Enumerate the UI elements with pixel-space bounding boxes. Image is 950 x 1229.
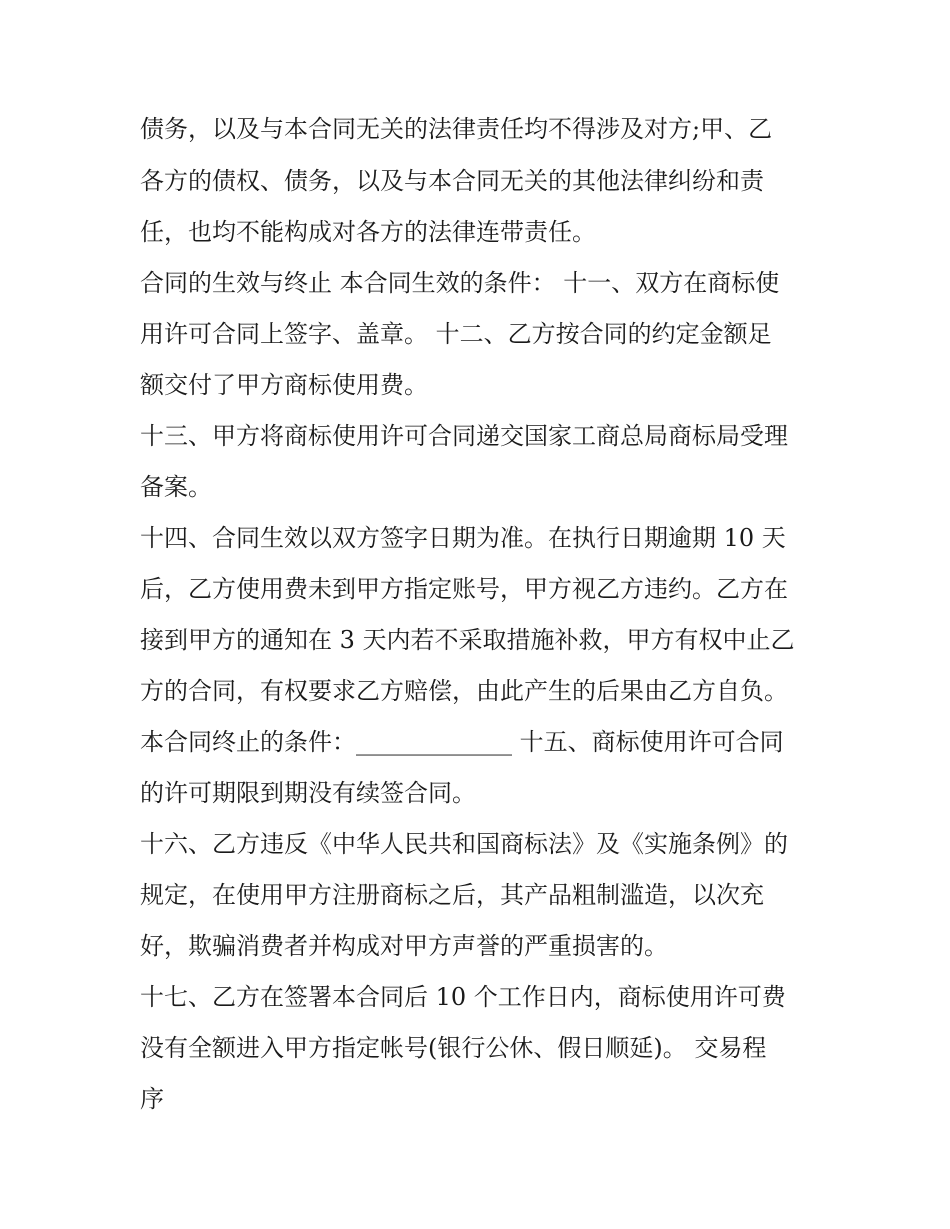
text-line: 十六、乙方违反《中华人民共和国商标法》及《实施条例》的 — [140, 830, 788, 858]
text-line: 接到甲方的通知在 3 天内若不采取措施补救，甲方有权中止乙 — [140, 626, 795, 654]
text-line: 各方的债权、债务，以及与本合同无关的其他法律纠纷和责 — [140, 167, 764, 195]
text-line: 任，也均不能构成对各方的法律连带责任。 — [140, 218, 596, 246]
text-line: 本合同终止的条件：_____________ 十五、商标使用许可合同 — [140, 728, 784, 756]
text-line: 用许可合同上签字、盖章。 十二、乙方按合同的约定金额足 — [140, 320, 772, 348]
text-line: 额交付了甲方商标使用费。 — [140, 371, 428, 399]
text-line: 好，欺骗消费者并构成对甲方声誉的严重损害的。 — [140, 932, 668, 960]
text-line: 十七、乙方在签署本合同后 10 个工作日内，商标使用许可费 — [140, 983, 786, 1011]
text-line: 债务，以及与本合同无关的法律责任均不得涉及对方;甲、乙 — [140, 115, 773, 143]
text-line: 后，乙方使用费未到甲方指定账号，甲方视乙方违约。乙方在 — [140, 575, 788, 603]
text-line: 合同的生效与终止 本合同生效的条件： 十一、双方在商标使 — [140, 269, 780, 297]
text-line: 方的合同，有权要求乙方赔偿，由此产生的后果由乙方自负。 — [140, 677, 788, 705]
text-line: 备案。 — [140, 473, 212, 501]
text-line: 十三、甲方将商标使用许可合同递交国家工商总局商标局受理 — [140, 422, 788, 450]
text-line: 序 — [140, 1085, 164, 1113]
text-line: 没有全额进入甲方指定帐号(银行公休、假日顺延)。 交易程 — [140, 1034, 767, 1062]
text-line: 规定，在使用甲方注册商标之后，其产品粗制滥造，以次充 — [140, 881, 764, 909]
text-line: 的许可期限到期没有续签合同。 — [140, 779, 476, 807]
text-line: 十四、合同生效以双方签字日期为准。在执行日期逾期 10 天 — [140, 524, 786, 552]
